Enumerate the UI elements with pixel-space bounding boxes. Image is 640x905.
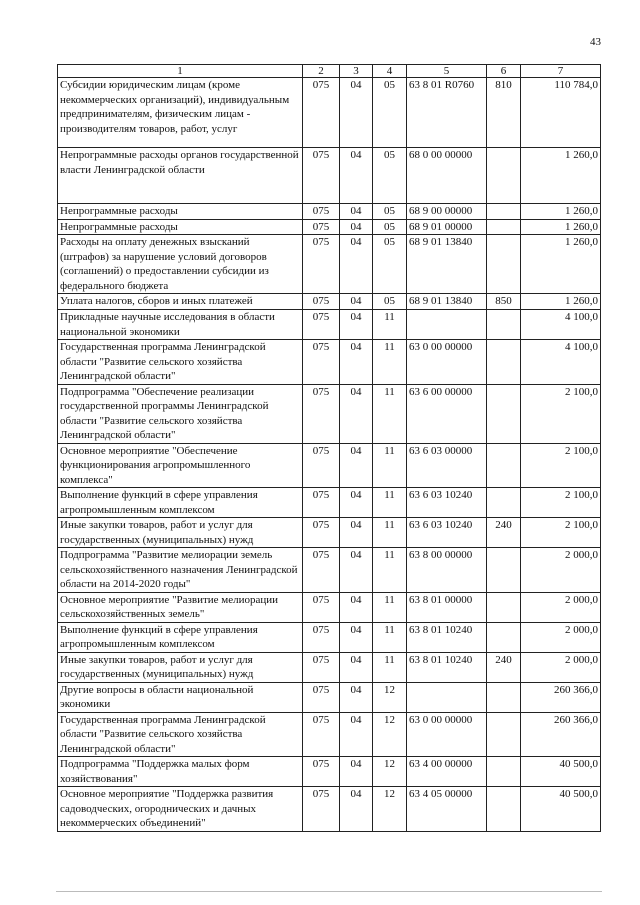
row-grbs-code: 075: [303, 235, 340, 294]
row-subsection-code: 11: [373, 518, 407, 548]
row-target-article: 63 6 03 10240: [407, 518, 487, 548]
row-name: Субсидии юридическим лицам (кроме некоммерческих организаций), индивидуальным предпринимателям, физическим лицам - производителям товаров, работ, услуг: [58, 78, 303, 148]
row-grbs-code: 075: [303, 148, 340, 204]
column-header: 2: [303, 65, 340, 78]
row-subsection-code: 11: [373, 622, 407, 652]
row-subsection-code: 11: [373, 548, 407, 593]
row-target-article: 63 0 00 00000: [407, 712, 487, 757]
row-name: Основное мероприятие "Поддержка развития садоводческих, огороднических и дачных некоммерческих объединений": [58, 787, 303, 832]
table-body: [58, 78, 601, 832]
row-subsection-code: 12: [373, 712, 407, 757]
table-row: [58, 294, 601, 310]
row-amount: 1 260,0: [521, 294, 601, 310]
row-subsection-code: 05: [373, 235, 407, 294]
row-section-code: 04: [340, 682, 373, 712]
row-grbs-code: 075: [303, 219, 340, 235]
row-name: Подпрограмма "Поддержка малых форм хозяйствования": [58, 757, 303, 787]
table-row: [58, 78, 601, 148]
row-section-code: 04: [340, 652, 373, 682]
row-expense-type: [487, 712, 521, 757]
row-target-article: 63 8 00 00000: [407, 548, 487, 593]
row-subsection-code: 11: [373, 443, 407, 488]
row-target-article: 63 8 01 00000: [407, 592, 487, 622]
row-name: Уплата налогов, сборов и иных платежей: [58, 294, 303, 310]
column-header: 5: [407, 65, 487, 78]
row-section-code: 04: [340, 294, 373, 310]
row-expense-type: [487, 204, 521, 220]
row-grbs-code: 075: [303, 548, 340, 593]
row-section-code: 04: [340, 518, 373, 548]
row-subsection-code: 12: [373, 682, 407, 712]
table-row: [58, 488, 601, 518]
column-header: 7: [521, 65, 601, 78]
row-name: Государственная программа Ленинградской области "Развитие сельского хозяйства Ленинградской области": [58, 340, 303, 385]
row-name: Непрограммные расходы органов государственной власти Ленинградской области: [58, 148, 303, 204]
row-grbs-code: 075: [303, 340, 340, 385]
column-header: 3: [340, 65, 373, 78]
row-grbs-code: 075: [303, 787, 340, 832]
row-subsection-code: 05: [373, 204, 407, 220]
row-section-code: 04: [340, 148, 373, 204]
row-subsection-code: 11: [373, 384, 407, 443]
row-section-code: 04: [340, 340, 373, 385]
row-expense-type: [487, 310, 521, 340]
row-expense-type: [487, 488, 521, 518]
budget-table: [57, 64, 601, 832]
row-expense-type: [487, 682, 521, 712]
row-target-article: 63 6 00 00000: [407, 384, 487, 443]
row-name: Основное мероприятие "Развитие мелиорации сельскохозяйственных земель": [58, 592, 303, 622]
row-section-code: 04: [340, 219, 373, 235]
row-name: Подпрограмма "Развитие мелиорации земель сельскохозяйственного назначения Ленинградской области на 2014-2020 годы": [58, 548, 303, 593]
row-section-code: 04: [340, 443, 373, 488]
row-target-article: [407, 310, 487, 340]
row-expense-type: [487, 235, 521, 294]
row-amount: 4 100,0: [521, 310, 601, 340]
row-amount: 2 100,0: [521, 488, 601, 518]
row-grbs-code: 075: [303, 592, 340, 622]
row-target-article: 68 9 00 00000: [407, 204, 487, 220]
row-amount: 2 000,0: [521, 622, 601, 652]
row-expense-type: 240: [487, 652, 521, 682]
row-section-code: 04: [340, 235, 373, 294]
row-amount: 1 260,0: [521, 204, 601, 220]
row-target-article: 63 8 01 R0760: [407, 78, 487, 148]
row-amount: 2 000,0: [521, 652, 601, 682]
row-amount: 1 260,0: [521, 219, 601, 235]
row-expense-type: [487, 548, 521, 593]
row-section-code: 04: [340, 384, 373, 443]
row-name: Прикладные научные исследования в области национальной экономики: [58, 310, 303, 340]
table-row: [58, 340, 601, 385]
header-row: [58, 65, 601, 78]
row-amount: 40 500,0: [521, 757, 601, 787]
table-row: [58, 622, 601, 652]
row-grbs-code: 075: [303, 294, 340, 310]
row-section-code: 04: [340, 78, 373, 148]
row-section-code: 04: [340, 310, 373, 340]
column-header: 1: [58, 65, 303, 78]
row-expense-type: 850: [487, 294, 521, 310]
row-target-article: 63 8 01 10240: [407, 622, 487, 652]
row-section-code: 04: [340, 592, 373, 622]
row-subsection-code: 05: [373, 219, 407, 235]
row-target-article: 63 6 03 00000: [407, 443, 487, 488]
row-subsection-code: 11: [373, 310, 407, 340]
row-subsection-code: 12: [373, 757, 407, 787]
row-expense-type: [487, 622, 521, 652]
row-expense-type: 240: [487, 518, 521, 548]
row-amount: 2 000,0: [521, 548, 601, 593]
row-amount: 4 100,0: [521, 340, 601, 385]
table-row: [58, 548, 601, 593]
row-section-code: 04: [340, 712, 373, 757]
row-subsection-code: 05: [373, 148, 407, 204]
table-row: [58, 712, 601, 757]
table-row: [58, 204, 601, 220]
table-row: [58, 148, 601, 204]
table-row: [58, 219, 601, 235]
row-amount: 2 100,0: [521, 384, 601, 443]
row-expense-type: [487, 787, 521, 832]
row-grbs-code: 075: [303, 204, 340, 220]
row-amount: 260 366,0: [521, 712, 601, 757]
row-name: Выполнение функций в сфере управления агропромышленным комплексом: [58, 622, 303, 652]
row-section-code: 04: [340, 757, 373, 787]
table-row: [58, 757, 601, 787]
row-expense-type: [487, 340, 521, 385]
row-expense-type: [487, 592, 521, 622]
row-target-article: 63 8 01 10240: [407, 652, 487, 682]
row-amount: 2 100,0: [521, 443, 601, 488]
column-header: 4: [373, 65, 407, 78]
row-name: Иные закупки товаров, работ и услуг для государственных (муниципальных) нужд: [58, 518, 303, 548]
table-row: [58, 652, 601, 682]
row-target-article: 68 0 00 00000: [407, 148, 487, 204]
row-subsection-code: 11: [373, 652, 407, 682]
row-expense-type: [487, 219, 521, 235]
row-grbs-code: 075: [303, 622, 340, 652]
row-name: Государственная программа Ленинградской области "Развитие сельского хозяйства Ленинградской области": [58, 712, 303, 757]
row-subsection-code: 12: [373, 787, 407, 832]
row-grbs-code: 075: [303, 384, 340, 443]
row-target-article: 68 9 01 00000: [407, 219, 487, 235]
row-grbs-code: 075: [303, 310, 340, 340]
row-name: Расходы на оплату денежных взысканий (штрафов) за нарушение условий договоров (соглашений) о предоставлении субсидии из федерального бюджета: [58, 235, 303, 294]
row-section-code: 04: [340, 488, 373, 518]
row-subsection-code: 11: [373, 340, 407, 385]
row-section-code: 04: [340, 787, 373, 832]
row-subsection-code: 11: [373, 592, 407, 622]
row-name: Другие вопросы в области национальной экономики: [58, 682, 303, 712]
row-grbs-code: 075: [303, 682, 340, 712]
row-amount: 2 100,0: [521, 518, 601, 548]
row-subsection-code: 05: [373, 294, 407, 310]
row-grbs-code: 075: [303, 488, 340, 518]
row-expense-type: [487, 148, 521, 204]
row-grbs-code: 075: [303, 757, 340, 787]
table-row: [58, 384, 601, 443]
row-target-article: [407, 682, 487, 712]
table-row: [58, 518, 601, 548]
bottom-edge-line: [56, 891, 602, 892]
row-expense-type: [487, 443, 521, 488]
row-amount: 1 260,0: [521, 235, 601, 294]
row-subsection-code: 11: [373, 488, 407, 518]
row-name: Непрограммные расходы: [58, 204, 303, 220]
row-grbs-code: 075: [303, 443, 340, 488]
table-row: [58, 310, 601, 340]
row-amount: 1 260,0: [521, 148, 601, 204]
table-row: [58, 443, 601, 488]
row-section-code: 04: [340, 548, 373, 593]
row-amount: 40 500,0: [521, 787, 601, 832]
row-amount: 2 000,0: [521, 592, 601, 622]
table-row: [58, 592, 601, 622]
row-amount: 110 784,0: [521, 78, 601, 148]
row-expense-type: [487, 384, 521, 443]
row-section-code: 04: [340, 204, 373, 220]
row-name: Выполнение функций в сфере управления агропромышленным комплексом: [58, 488, 303, 518]
row-expense-type: 810: [487, 78, 521, 148]
row-amount: 260 366,0: [521, 682, 601, 712]
row-name: Основное мероприятие "Обеспечение функционирования агропромышленного комплекса": [58, 443, 303, 488]
row-grbs-code: 075: [303, 652, 340, 682]
row-target-article: 63 4 05 00000: [407, 787, 487, 832]
row-target-article: 63 0 00 00000: [407, 340, 487, 385]
row-target-article: 68 9 01 13840: [407, 294, 487, 310]
row-target-article: 68 9 01 13840: [407, 235, 487, 294]
row-section-code: 04: [340, 622, 373, 652]
row-name: Непрограммные расходы: [58, 219, 303, 235]
row-target-article: 63 4 00 00000: [407, 757, 487, 787]
row-name: Подпрограмма "Обеспечение реализации государственной программы Ленинградской области "Развитие сельского хозяйства Ленинградской области": [58, 384, 303, 443]
page-number: 43: [590, 36, 601, 48]
table-row: [58, 682, 601, 712]
column-header: 6: [487, 65, 521, 78]
row-expense-type: [487, 757, 521, 787]
row-grbs-code: 075: [303, 712, 340, 757]
row-grbs-code: 075: [303, 78, 340, 148]
table-row: [58, 787, 601, 832]
row-subsection-code: 05: [373, 78, 407, 148]
row-name: Иные закупки товаров, работ и услуг для государственных (муниципальных) нужд: [58, 652, 303, 682]
table-row: [58, 235, 601, 294]
row-grbs-code: 075: [303, 518, 340, 548]
row-target-article: 63 6 03 10240: [407, 488, 487, 518]
